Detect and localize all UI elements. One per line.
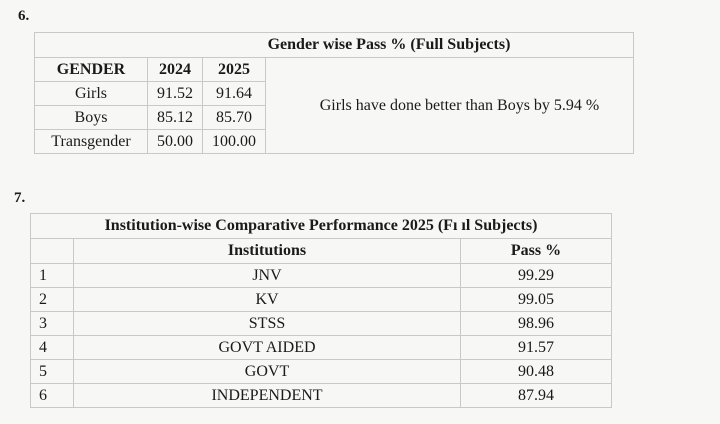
serial-cell: 4 bbox=[31, 336, 74, 360]
header-2025: 2025 bbox=[203, 58, 266, 82]
value-2024-cell: 85.12 bbox=[148, 106, 203, 130]
serial-cell: 1 bbox=[31, 264, 74, 288]
institution-performance-table bbox=[30, 213, 612, 408]
gender-cell: Girls bbox=[35, 82, 148, 106]
institution-cell: JNV bbox=[74, 264, 461, 288]
header-pass-percent: Pass % bbox=[461, 239, 612, 264]
serial-cell: 6 bbox=[31, 384, 74, 408]
pass-percent-cell: 99.29 bbox=[461, 264, 612, 288]
value-2025-cell: 91.64 bbox=[203, 82, 266, 106]
section-7-number: 7. bbox=[14, 190, 26, 206]
gender-pass-table bbox=[34, 32, 634, 154]
institution-cell: STSS bbox=[74, 312, 461, 336]
gender-comparison-note: Girls have done better than Boys by 5.94 % bbox=[266, 58, 634, 154]
table-row bbox=[31, 384, 612, 408]
table-row bbox=[31, 288, 612, 312]
value-2024-cell: 91.52 bbox=[148, 82, 203, 106]
serial-cell: 5 bbox=[31, 360, 74, 384]
table-row bbox=[31, 360, 612, 384]
section-6-number: 6. bbox=[18, 8, 30, 24]
value-2025-cell: 85.70 bbox=[203, 106, 266, 130]
institution-cell: KV bbox=[74, 288, 461, 312]
header-2024: 2024 bbox=[148, 58, 203, 82]
pass-percent-cell: 90.48 bbox=[461, 360, 612, 384]
gender-cell: Boys bbox=[35, 106, 148, 130]
value-2024-cell: 50.00 bbox=[148, 130, 203, 154]
pass-percent-cell: 87.94 bbox=[461, 384, 612, 408]
institution-cell: INDEPENDENT bbox=[74, 384, 461, 408]
serial-cell: 3 bbox=[31, 312, 74, 336]
institution-cell: GOVT bbox=[74, 360, 461, 384]
serial-cell: 2 bbox=[31, 288, 74, 312]
institution-cell: GOVT AIDED bbox=[74, 336, 461, 360]
gender-table-title: Gender wise Pass % (Full Subjects) bbox=[35, 33, 634, 58]
header-serial bbox=[31, 239, 74, 264]
table-row bbox=[31, 336, 612, 360]
header-institutions: Institutions bbox=[74, 239, 461, 264]
header-gender: GENDER bbox=[35, 58, 148, 82]
pass-percent-cell: 99.05 bbox=[461, 288, 612, 312]
table-row bbox=[31, 264, 612, 288]
pass-percent-cell: 91.57 bbox=[461, 336, 612, 360]
gender-cell: Transgender bbox=[35, 130, 148, 154]
institution-table-title: Institution-wise Comparative Performance 2025 (Fı ıl Subjects) bbox=[31, 214, 612, 239]
value-2025-cell: 100.00 bbox=[203, 130, 266, 154]
table-row bbox=[31, 312, 612, 336]
pass-percent-cell: 98.96 bbox=[461, 312, 612, 336]
